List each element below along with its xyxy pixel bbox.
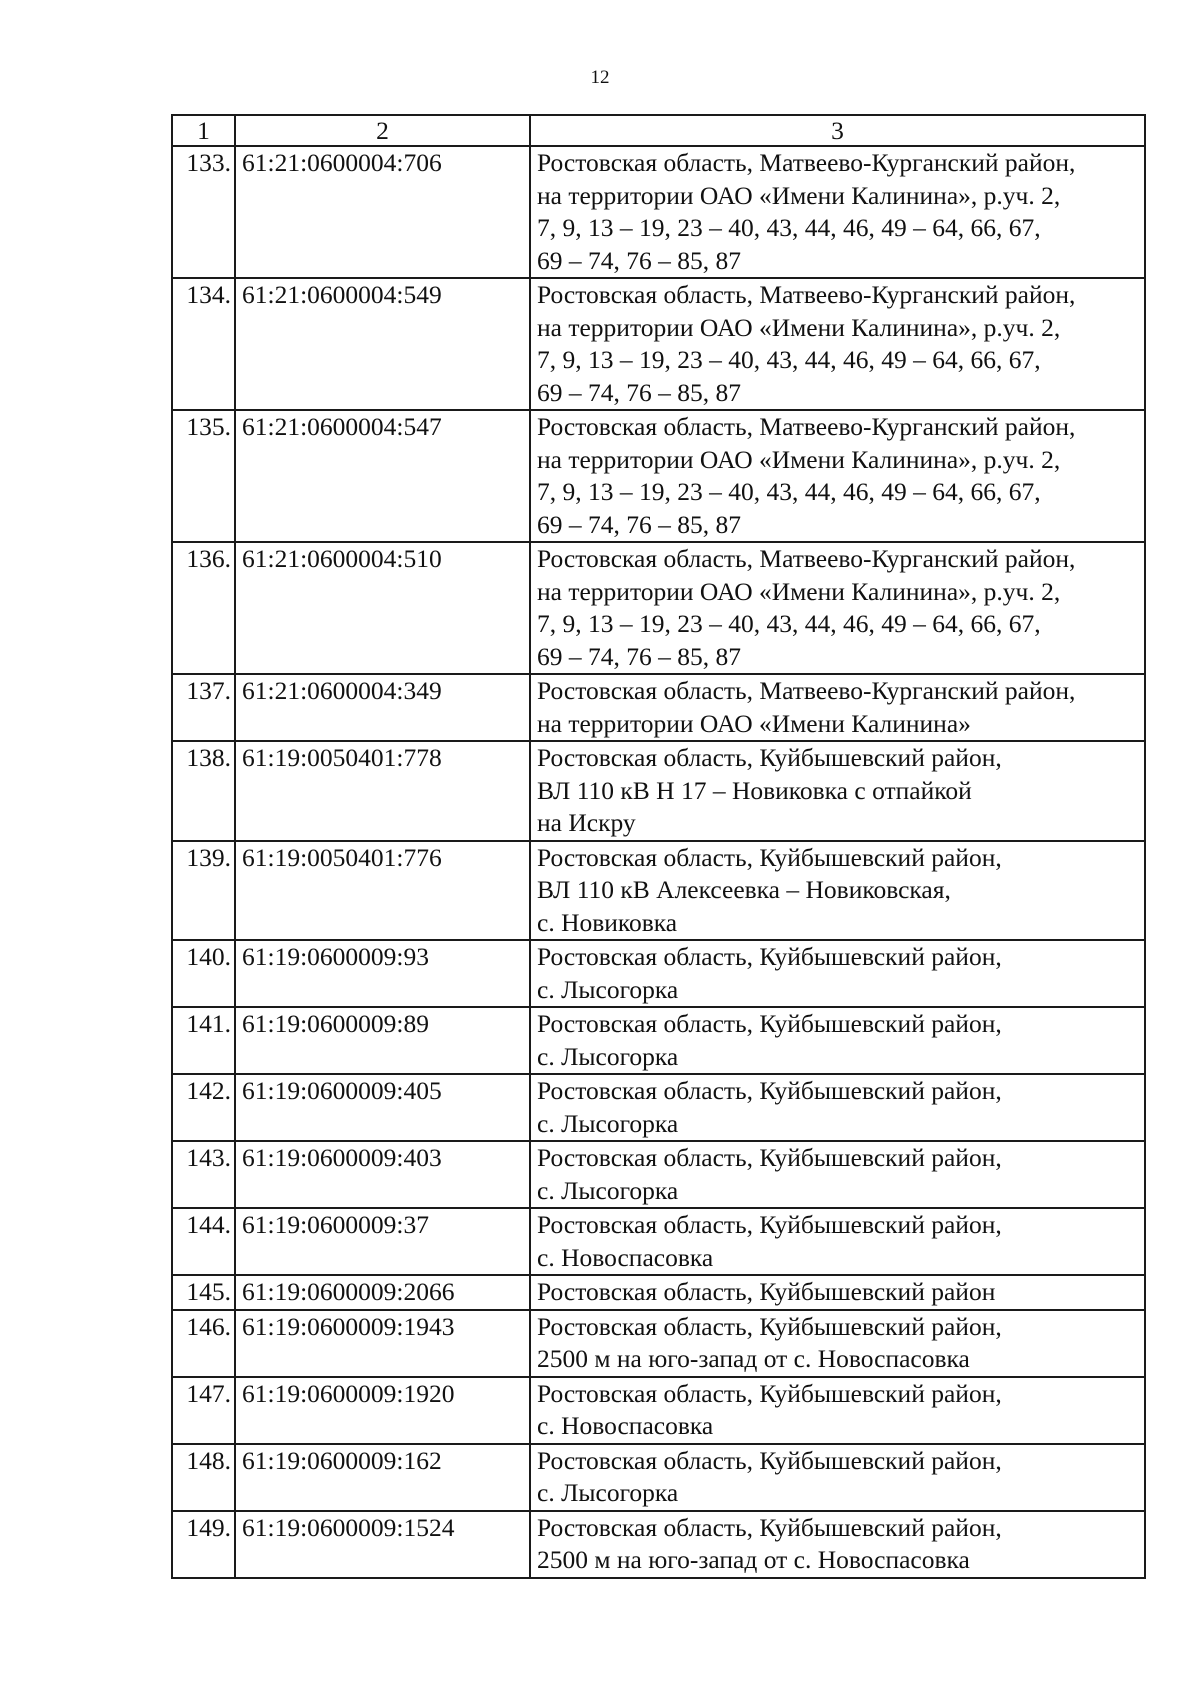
table-body bbox=[172, 146, 1145, 1578]
address-cell bbox=[530, 674, 1145, 741]
row-number-cell: 145. bbox=[172, 1275, 235, 1310]
address-line: Ростовская область, Куйбышевский район, bbox=[537, 1512, 1002, 1542]
cadastral-number-cell: 61:19:0600009:405 bbox=[235, 1074, 530, 1141]
address-line: Ростовская область, Куйбышевский район, bbox=[537, 842, 1002, 872]
address-line: Ростовская область, Матвеево-Курганский район, bbox=[537, 280, 1076, 309]
address-line: на территории ОАО «Имени Калинина», р.уч. 2, bbox=[537, 312, 1061, 342]
row-number-cell: 138. bbox=[172, 741, 235, 841]
address-line: Ростовская область, Матвеево-Курганский район, bbox=[537, 676, 1076, 705]
address-cell bbox=[530, 940, 1145, 1007]
address-line: с. Новиковка bbox=[537, 907, 678, 937]
address-line: Ростовская область, Куйбышевский район, bbox=[537, 1210, 1002, 1239]
table-row bbox=[172, 1444, 1145, 1511]
address-line: Ростовская область, Матвеево-Курганский район, bbox=[537, 544, 1076, 573]
address-cell bbox=[530, 841, 1145, 941]
column-header-address: 3 bbox=[530, 115, 1145, 146]
address-cell bbox=[530, 1141, 1145, 1208]
row-number-cell: 136. bbox=[172, 542, 235, 674]
address-line: на Искру bbox=[537, 808, 636, 837]
row-number-cell: 134. bbox=[172, 278, 235, 410]
table-row bbox=[172, 410, 1145, 542]
address-line: 69 – 74, 76 – 85, 87 bbox=[537, 509, 741, 539]
row-number-cell: 147. bbox=[172, 1377, 235, 1444]
address-line: ВЛ 110 кВ Алексеевка – Новиковская, bbox=[537, 875, 951, 904]
address-line: 69 – 74, 76 – 85, 87 bbox=[537, 245, 741, 275]
address-line: 7, 9, 13 – 19, 23 – 40, 43, 44, 46, 49 – 64, 66, 67, bbox=[537, 609, 1041, 638]
address-cell bbox=[530, 1444, 1145, 1511]
page-number: 12 bbox=[590, 67, 610, 88]
cadastral-number-cell: 61:21:0600004:510 bbox=[235, 542, 530, 674]
address-line: 69 – 74, 76 – 85, 87 bbox=[537, 641, 741, 671]
cadastral-number-cell: 61:19:0600009:1920 bbox=[235, 1377, 530, 1444]
address-cell bbox=[530, 542, 1145, 674]
cadastral-number-cell: 61:19:0600009:1943 bbox=[235, 1310, 530, 1377]
row-number-cell: 148. bbox=[172, 1444, 235, 1511]
address-line: с. Лысогорка bbox=[537, 1175, 679, 1205]
table-header-row bbox=[172, 115, 1145, 146]
row-number-cell: 141. bbox=[172, 1007, 235, 1074]
address-cell bbox=[530, 410, 1145, 542]
address-line: на территории ОАО «Имени Калинина», р.уч. 2, bbox=[537, 180, 1061, 210]
address-line: 7, 9, 13 – 19, 23 – 40, 43, 44, 46, 49 – 64, 66, 67, bbox=[537, 477, 1041, 506]
cadastral-number-cell: 61:21:0600004:349 bbox=[235, 674, 530, 741]
table-row bbox=[172, 674, 1145, 741]
cadastral-number-cell: 61:19:0600009:1524 bbox=[235, 1511, 530, 1578]
table-row bbox=[172, 940, 1145, 1007]
cadastral-number-cell: 61:19:0600009:89 bbox=[235, 1007, 530, 1074]
address-line: Ростовская область, Куйбышевский район, bbox=[537, 1076, 1002, 1105]
address-line: с. Новоспасовка bbox=[537, 1411, 714, 1440]
table-row bbox=[172, 1208, 1145, 1275]
address-line: Ростовская область, Матвеево-Курганский район, bbox=[537, 412, 1076, 441]
address-line: Ростовская область, Куйбышевский район, bbox=[537, 743, 1002, 772]
cadastral-number-cell: 61:21:0600004:549 bbox=[235, 278, 530, 410]
address-cell bbox=[530, 1310, 1145, 1377]
column-header-number: 1 bbox=[172, 115, 235, 146]
row-number-cell: 143. bbox=[172, 1141, 235, 1208]
row-number-cell: 149. bbox=[172, 1511, 235, 1578]
address-line: Ростовская область, Куйбышевский район, bbox=[537, 1445, 1002, 1475]
address-line: 7, 9, 13 – 19, 23 – 40, 43, 44, 46, 49 – 64, 66, 67, bbox=[537, 345, 1041, 374]
address-line: с. Лысогорка bbox=[537, 1041, 679, 1071]
address-line: с. Лысогорка bbox=[537, 1108, 679, 1138]
address-cell bbox=[530, 1208, 1145, 1275]
address-line: Ростовская область, Куйбышевский район bbox=[537, 1277, 996, 1306]
cadastral-number-cell: 61:21:0600004:547 bbox=[235, 410, 530, 542]
table-row bbox=[172, 841, 1145, 941]
cadastral-table bbox=[171, 114, 1146, 1579]
cadastral-number-cell: 61:19:0600009:2066 bbox=[235, 1275, 530, 1310]
address-line: Ростовская область, Куйбышевский район, bbox=[537, 1143, 1002, 1172]
row-number-cell: 137. bbox=[172, 674, 235, 741]
address-cell bbox=[530, 1007, 1145, 1074]
address-line: 2500 м на юго-запад от с. Новоспасовка bbox=[537, 1344, 970, 1373]
address-cell bbox=[530, 1275, 1145, 1310]
cadastral-number-cell: 61:19:0600009:162 bbox=[235, 1444, 530, 1511]
row-number-cell: 139. bbox=[172, 841, 235, 941]
address-line: с. Лысогорка bbox=[537, 1478, 679, 1507]
table-row bbox=[172, 741, 1145, 841]
table-row bbox=[172, 1141, 1145, 1208]
cadastral-number-cell: 61:19:0600009:93 bbox=[235, 940, 530, 1007]
row-number-cell: 140. bbox=[172, 940, 235, 1007]
address-line: Ростовская область, Матвеево-Курганский район, bbox=[537, 148, 1076, 177]
row-number-cell: 133. bbox=[172, 146, 235, 278]
address-line: Ростовская область, Куйбышевский район, bbox=[537, 1378, 1002, 1408]
row-number-cell: 142. bbox=[172, 1074, 235, 1141]
row-number-cell: 135. bbox=[172, 410, 235, 542]
address-line: на территории ОАО «Имени Калинина» bbox=[537, 708, 971, 738]
table-row bbox=[172, 1377, 1145, 1444]
table-row bbox=[172, 1074, 1145, 1141]
row-number-cell: 146. bbox=[172, 1310, 235, 1377]
address-cell bbox=[530, 1377, 1145, 1444]
cadastral-number-cell: 61:19:0050401:776 bbox=[235, 841, 530, 941]
cadastral-number-cell: 61:19:0600009:403 bbox=[235, 1141, 530, 1208]
row-number-cell: 144. bbox=[172, 1208, 235, 1275]
cadastral-number-cell: 61:19:0050401:778 bbox=[235, 741, 530, 841]
address-cell bbox=[530, 146, 1145, 278]
table-row bbox=[172, 278, 1145, 410]
address-line: на территории ОАО «Имени Калинина», р.уч. 2, bbox=[537, 576, 1061, 606]
address-line: с. Новоспасовка bbox=[537, 1242, 714, 1272]
cadastral-number-cell: 61:21:0600004:706 bbox=[235, 146, 530, 278]
address-line: 2500 м на юго-запад от с. Новоспасовка bbox=[537, 1545, 970, 1574]
cadastral-number-cell: 61:19:0600009:37 bbox=[235, 1208, 530, 1275]
address-cell bbox=[530, 741, 1145, 841]
address-line: Ростовская область, Куйбышевский район, bbox=[537, 1311, 1002, 1341]
table-row bbox=[172, 1007, 1145, 1074]
address-line: 69 – 74, 76 – 85, 87 bbox=[537, 377, 741, 407]
address-cell bbox=[530, 1074, 1145, 1141]
table-row bbox=[172, 1511, 1145, 1578]
address-cell bbox=[530, 278, 1145, 410]
address-line: на территории ОАО «Имени Калинина», р.уч. 2, bbox=[537, 444, 1061, 474]
address-line: Ростовская область, Куйбышевский район, bbox=[537, 942, 1002, 971]
table-row bbox=[172, 1310, 1145, 1377]
table-row bbox=[172, 1275, 1145, 1310]
address-cell bbox=[530, 1511, 1145, 1578]
table-row bbox=[172, 542, 1145, 674]
column-header-cadastral: 2 bbox=[235, 115, 530, 146]
address-line: 7, 9, 13 – 19, 23 – 40, 43, 44, 46, 49 – 64, 66, 67, bbox=[537, 213, 1041, 242]
table-row bbox=[172, 146, 1145, 278]
address-line: Ростовская область, Куйбышевский район, bbox=[537, 1009, 1002, 1038]
address-line: с. Лысогорка bbox=[537, 974, 679, 1004]
address-line: ВЛ 110 кВ Н 17 – Новиковка с отпайкой bbox=[537, 775, 972, 805]
